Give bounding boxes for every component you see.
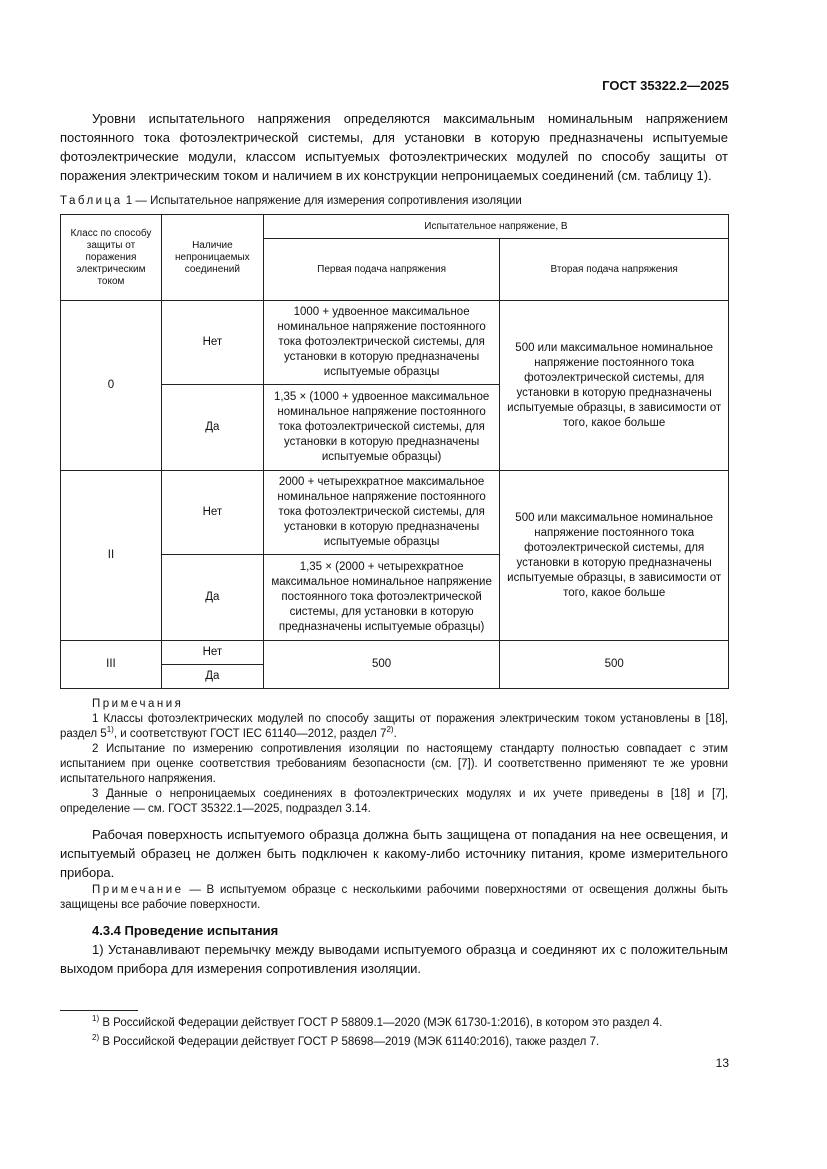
header-sealed: Наличие непроницаемых соединений [161,215,263,301]
class-cell: II [61,471,162,641]
page-number: 13 [715,1056,729,1070]
class-cell: 0 [61,301,162,471]
note-single [60,883,728,913]
document-id: ГОСТ 35322.2—2025 [602,78,729,93]
section-title: 4.3.4 Проведение испытания [92,923,279,938]
note-2: 2 Испытание по измерению сопротивления изоляции по настоящему стандарту полностью совпадает с этим испытанием при оценке соответствия требованиям безопасности (см. [7]). И соответственно применяют те же уровни испытательного напряжения. [60,743,728,785]
note-single-label: Примечание [92,884,184,896]
first-voltage-cell: 1000 + удвоенное максимальное номинальное напряжение постоянного тока фотоэлектрической системы, для установки в которую предназначены испытуемые образцы [263,301,500,385]
second-voltage-cell: 500 или максимальное номинальное напряжение постоянного тока фотоэлектрической системы, для установки в которую предназначены испытуемые образцы, в зависимости от того, какое больше [500,301,729,471]
sealed-cell: Нет [161,641,263,665]
first-voltage-cell: 500 [263,641,500,689]
first-voltage-cell: 1,35 × (2000 + четырехкратное максимальное номинальное напряжение постоянного тока фотоэлектрической системы, для установки в которую предназначены испытуемые образцы) [263,555,500,641]
work-surface-paragraph: Рабочая поверхность испытуемого образца должна быть защищена от попадания на нее освещения, и испытуемый образец не должен быть подключен к какому-либо источнику питания, кроме измерительного прибора. [60,827,728,880]
sealed-cell: Да [161,555,263,641]
note-1: 1 Классы фотоэлектрических модулей по способу защиты от поражения электрическим током установлены в [18], раздел 5$^{1)}$, и соответствуют ГОСТ IEC 61140—2012, раздел 7$^{2)}$. [60,713,728,740]
intro-paragraph: Уровни испытательного напряжения определяются максимальным номинальным напряжением постоянного тока фотоэлектрической системы, для установки в которую предназначены испытуемые фотоэлектрические модули, классом испытуемых фотоэлектрических модулей по способу защиты от поражения электрическим током и наличием в их конструкции непроницаемых соединений (см. таблицу 1). [60,111,728,183]
class-cell: III [61,641,162,689]
sealed-cell: Нет [161,301,263,385]
notes-block [60,697,728,817]
first-voltage-cell: 1,35 × (1000 + удвоенное максимальное номинальное напряжение постоянного тока фотоэлектрической системы, для установки в которую предназначены испытуемые образцы) [263,385,500,471]
header-class: Класс по способу защиты от поражения электрическим током [61,215,162,301]
footnote-divider [60,1010,138,1011]
sealed-cell: Да [161,385,263,471]
header-second: Вторая подача напряжения [500,239,729,301]
second-voltage-cell: 500 или максимальное номинальное напряжение постоянного тока фотоэлектрической системы, для установки в которую предназначены испытуемые образцы, в зависимости от того, какое больше [500,471,729,641]
section-step-1: 1) Устанавливают перемычку между выводами испытуемого образца и соединяют их с положительным выходом прибора для измерения сопротивления изоляции. [60,942,728,976]
table-caption [60,195,522,207]
sealed-cell: Нет [161,471,263,555]
sealed-cell: Да [161,665,263,689]
note-3: 3 Данные о непроницаемых соединениях в фотоэлектрических модулях и их учете приведены в [18] и [7], определение — см. ГОСТ 35322.1—2025, подраздел 3.14. [60,788,728,815]
second-voltage-cell: 500 [500,641,729,689]
header-first: Первая подача напряжения [263,239,500,301]
footnote-2: $^{2)}$ В Российской Федерации действует ГОСТ Р 58698—2019 (МЭК 61140:2016), также раздел 7. [92,1033,600,1048]
voltage-table [60,214,729,689]
note-single-text: — В испытуемом образце с несколькими рабочими поверхностями от освещения должны быть защищены все рабочие поверхности. [60,884,728,911]
table-caption-text: 1 — Испытательное напряжение для измерения сопротивления изоляции [125,195,522,207]
first-voltage-cell: 2000 + четырехкратное максимальное номинальное напряжение постоянного тока фотоэлектрической системы, для установки в которую предназначены испытуемые образцы [263,471,500,555]
table-caption-label: Таблица [60,195,123,207]
notes-title: Примечания [92,698,184,710]
header-voltage: Испытательное напряжение, В [263,215,728,239]
footnote-1: $^{1)}$ В Российской Федерации действует ГОСТ Р 58809.1—2020 (МЭК 61730-1:2016), в котором это раздел 4. [92,1014,663,1029]
